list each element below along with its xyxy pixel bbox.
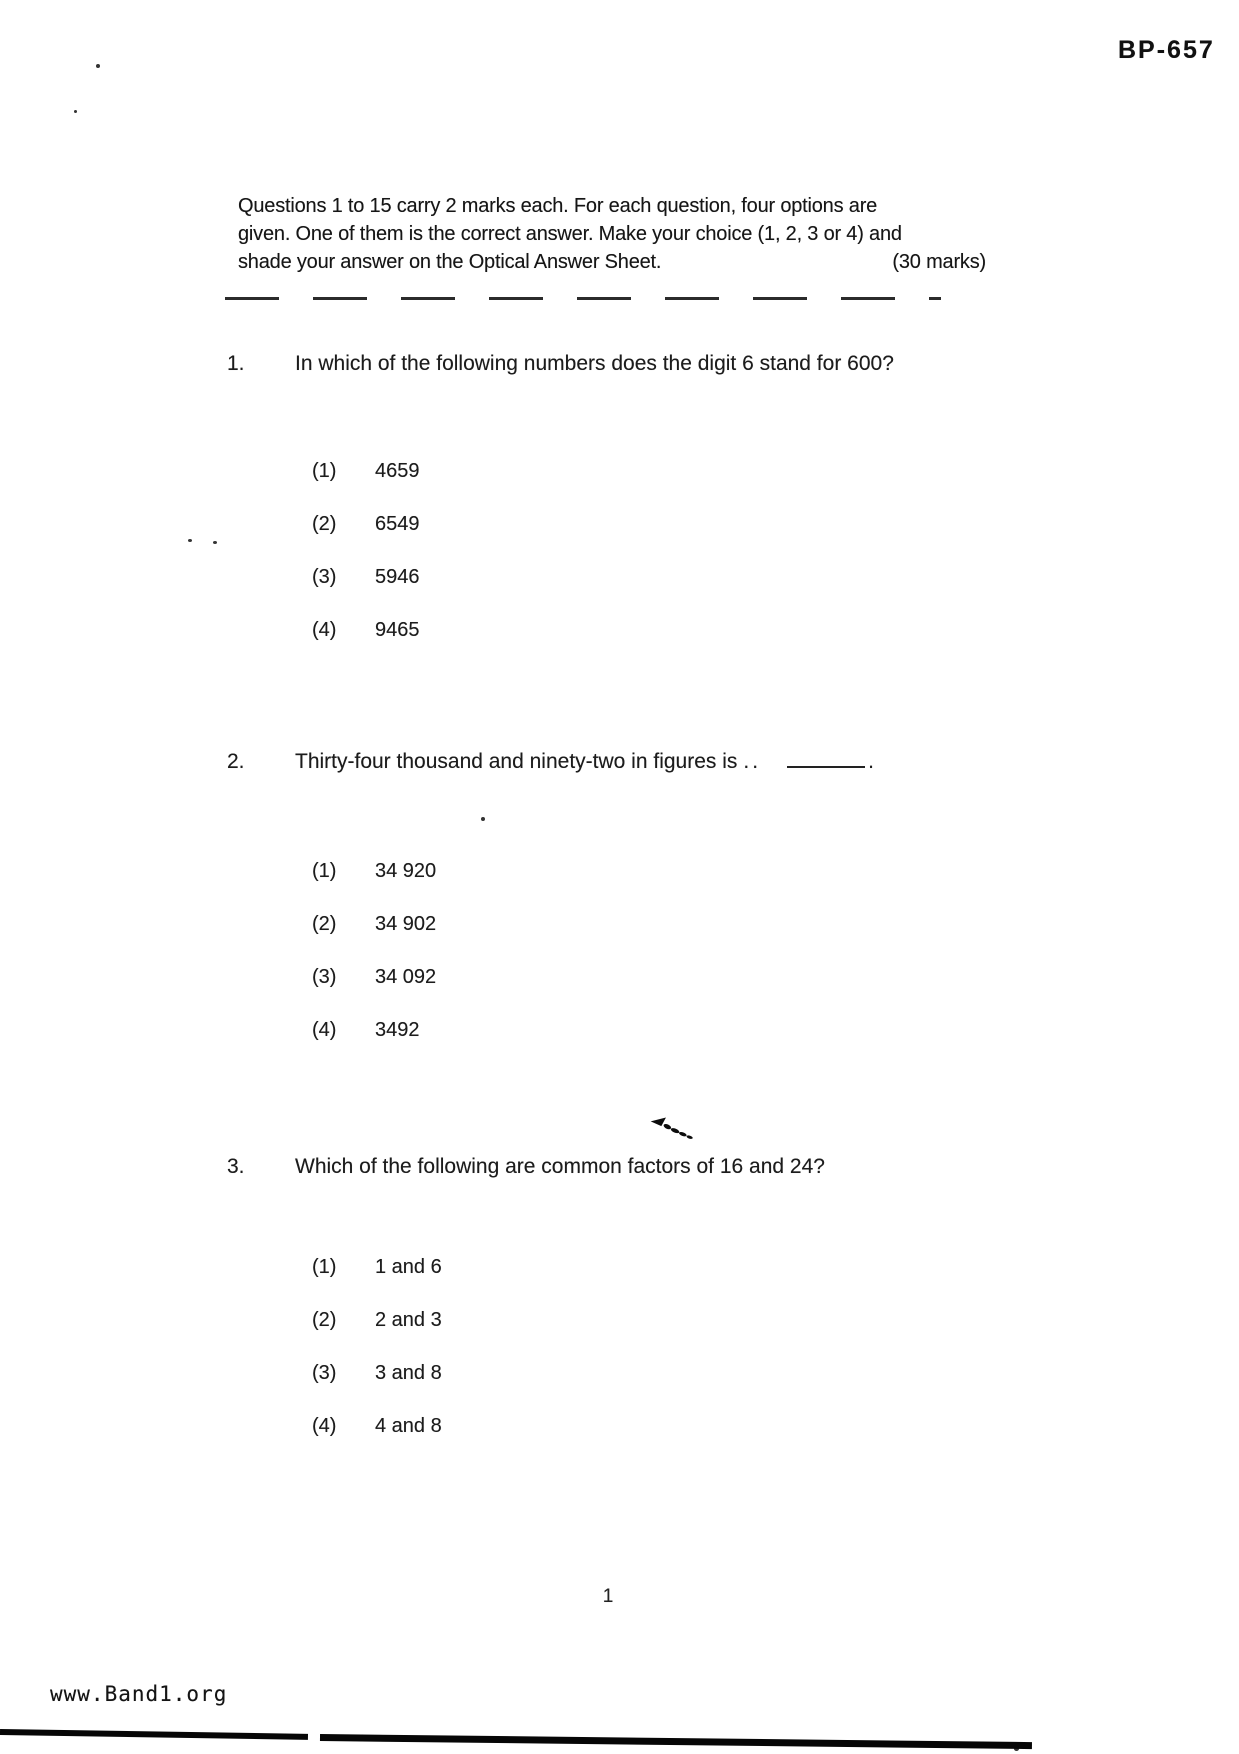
option-row [227, 860, 1027, 886]
option-label: (1) [312, 460, 337, 482]
bottom-scan-bar [0, 1729, 308, 1740]
option-label: (3) [312, 966, 337, 988]
option-value: 9465 [375, 619, 420, 641]
scan-speck [188, 539, 192, 542]
question-number: 3. [227, 1155, 245, 1178]
page-number: 1 [602, 1586, 614, 1607]
instructions-block [238, 192, 986, 276]
option-value: 5946 [375, 566, 420, 588]
option-value: 34 092 [375, 966, 437, 988]
option-row [227, 619, 1027, 645]
instruction-line-3: shade your answer on the Optical Answer Sheet. [238, 251, 662, 273]
dashed-divider [225, 297, 941, 300]
options-list [227, 860, 1027, 1045]
paper-code: BP-657 [1118, 36, 1215, 64]
options-list [227, 1256, 1027, 1441]
option-value: 3 and 8 [375, 1362, 442, 1384]
question-text: Which of the following are common factors of 16 and 24? [295, 1155, 825, 1178]
instruction-line-1: Questions 1 to 15 carry 2 marks each. For each question, four options are [238, 195, 878, 217]
scan-speck [213, 541, 217, 544]
option-value: 1 and 6 [375, 1256, 442, 1278]
option-value: 34 920 [375, 860, 437, 882]
blank-period: . [868, 750, 874, 773]
option-value: 4 and 8 [375, 1415, 442, 1437]
option-row [227, 566, 1027, 592]
option-row [227, 1362, 1027, 1388]
option-row [227, 1415, 1027, 1441]
question-number: 1. [227, 352, 245, 375]
option-label: (1) [312, 860, 337, 882]
option-row [227, 966, 1027, 992]
option-row [227, 513, 1027, 539]
options-list [227, 460, 1027, 645]
option-value: 4659 [375, 460, 420, 482]
question-1 [227, 350, 1027, 672]
answer-blank [787, 766, 865, 768]
option-value: 2 and 3 [375, 1309, 442, 1331]
option-label: (2) [312, 913, 337, 935]
option-label: (3) [312, 1362, 337, 1384]
bottom-scan-bar [320, 1734, 1032, 1749]
watermark-url: www.Band1.org [50, 1682, 228, 1706]
scan-speck [74, 110, 77, 113]
question-3 [227, 1153, 1027, 1468]
option-label: (3) [312, 566, 337, 588]
option-label: (4) [312, 1019, 337, 1041]
question-text: In which of the following numbers does the digit 6 stand for 600? [295, 352, 894, 375]
question-number: 2. [227, 750, 245, 773]
scan-speck [96, 64, 100, 68]
option-row [227, 1309, 1027, 1335]
question-2 [227, 748, 1027, 1072]
instruction-line-2: given. One of them is the correct answer. Make your choice (1, 2, 3 or 4) and [238, 223, 902, 245]
marks-label: (30 marks) [892, 251, 986, 273]
option-row [227, 1019, 1027, 1045]
trailing-dots: .. [743, 750, 762, 773]
option-value: 6549 [375, 513, 420, 535]
option-label: (2) [312, 1309, 337, 1331]
option-label: (4) [312, 1415, 337, 1437]
option-label: (4) [312, 619, 337, 641]
option-label: (1) [312, 1256, 337, 1278]
question-text: Thirty-four thousand and ninety-two in figures is [295, 750, 738, 773]
option-row [227, 460, 1027, 486]
option-value: 3492 [375, 1019, 420, 1041]
option-label: (2) [312, 513, 337, 535]
arrow-smudge-icon [647, 1114, 699, 1148]
option-value: 34 902 [375, 913, 437, 935]
option-row [227, 913, 1027, 939]
option-row [227, 1256, 1027, 1282]
